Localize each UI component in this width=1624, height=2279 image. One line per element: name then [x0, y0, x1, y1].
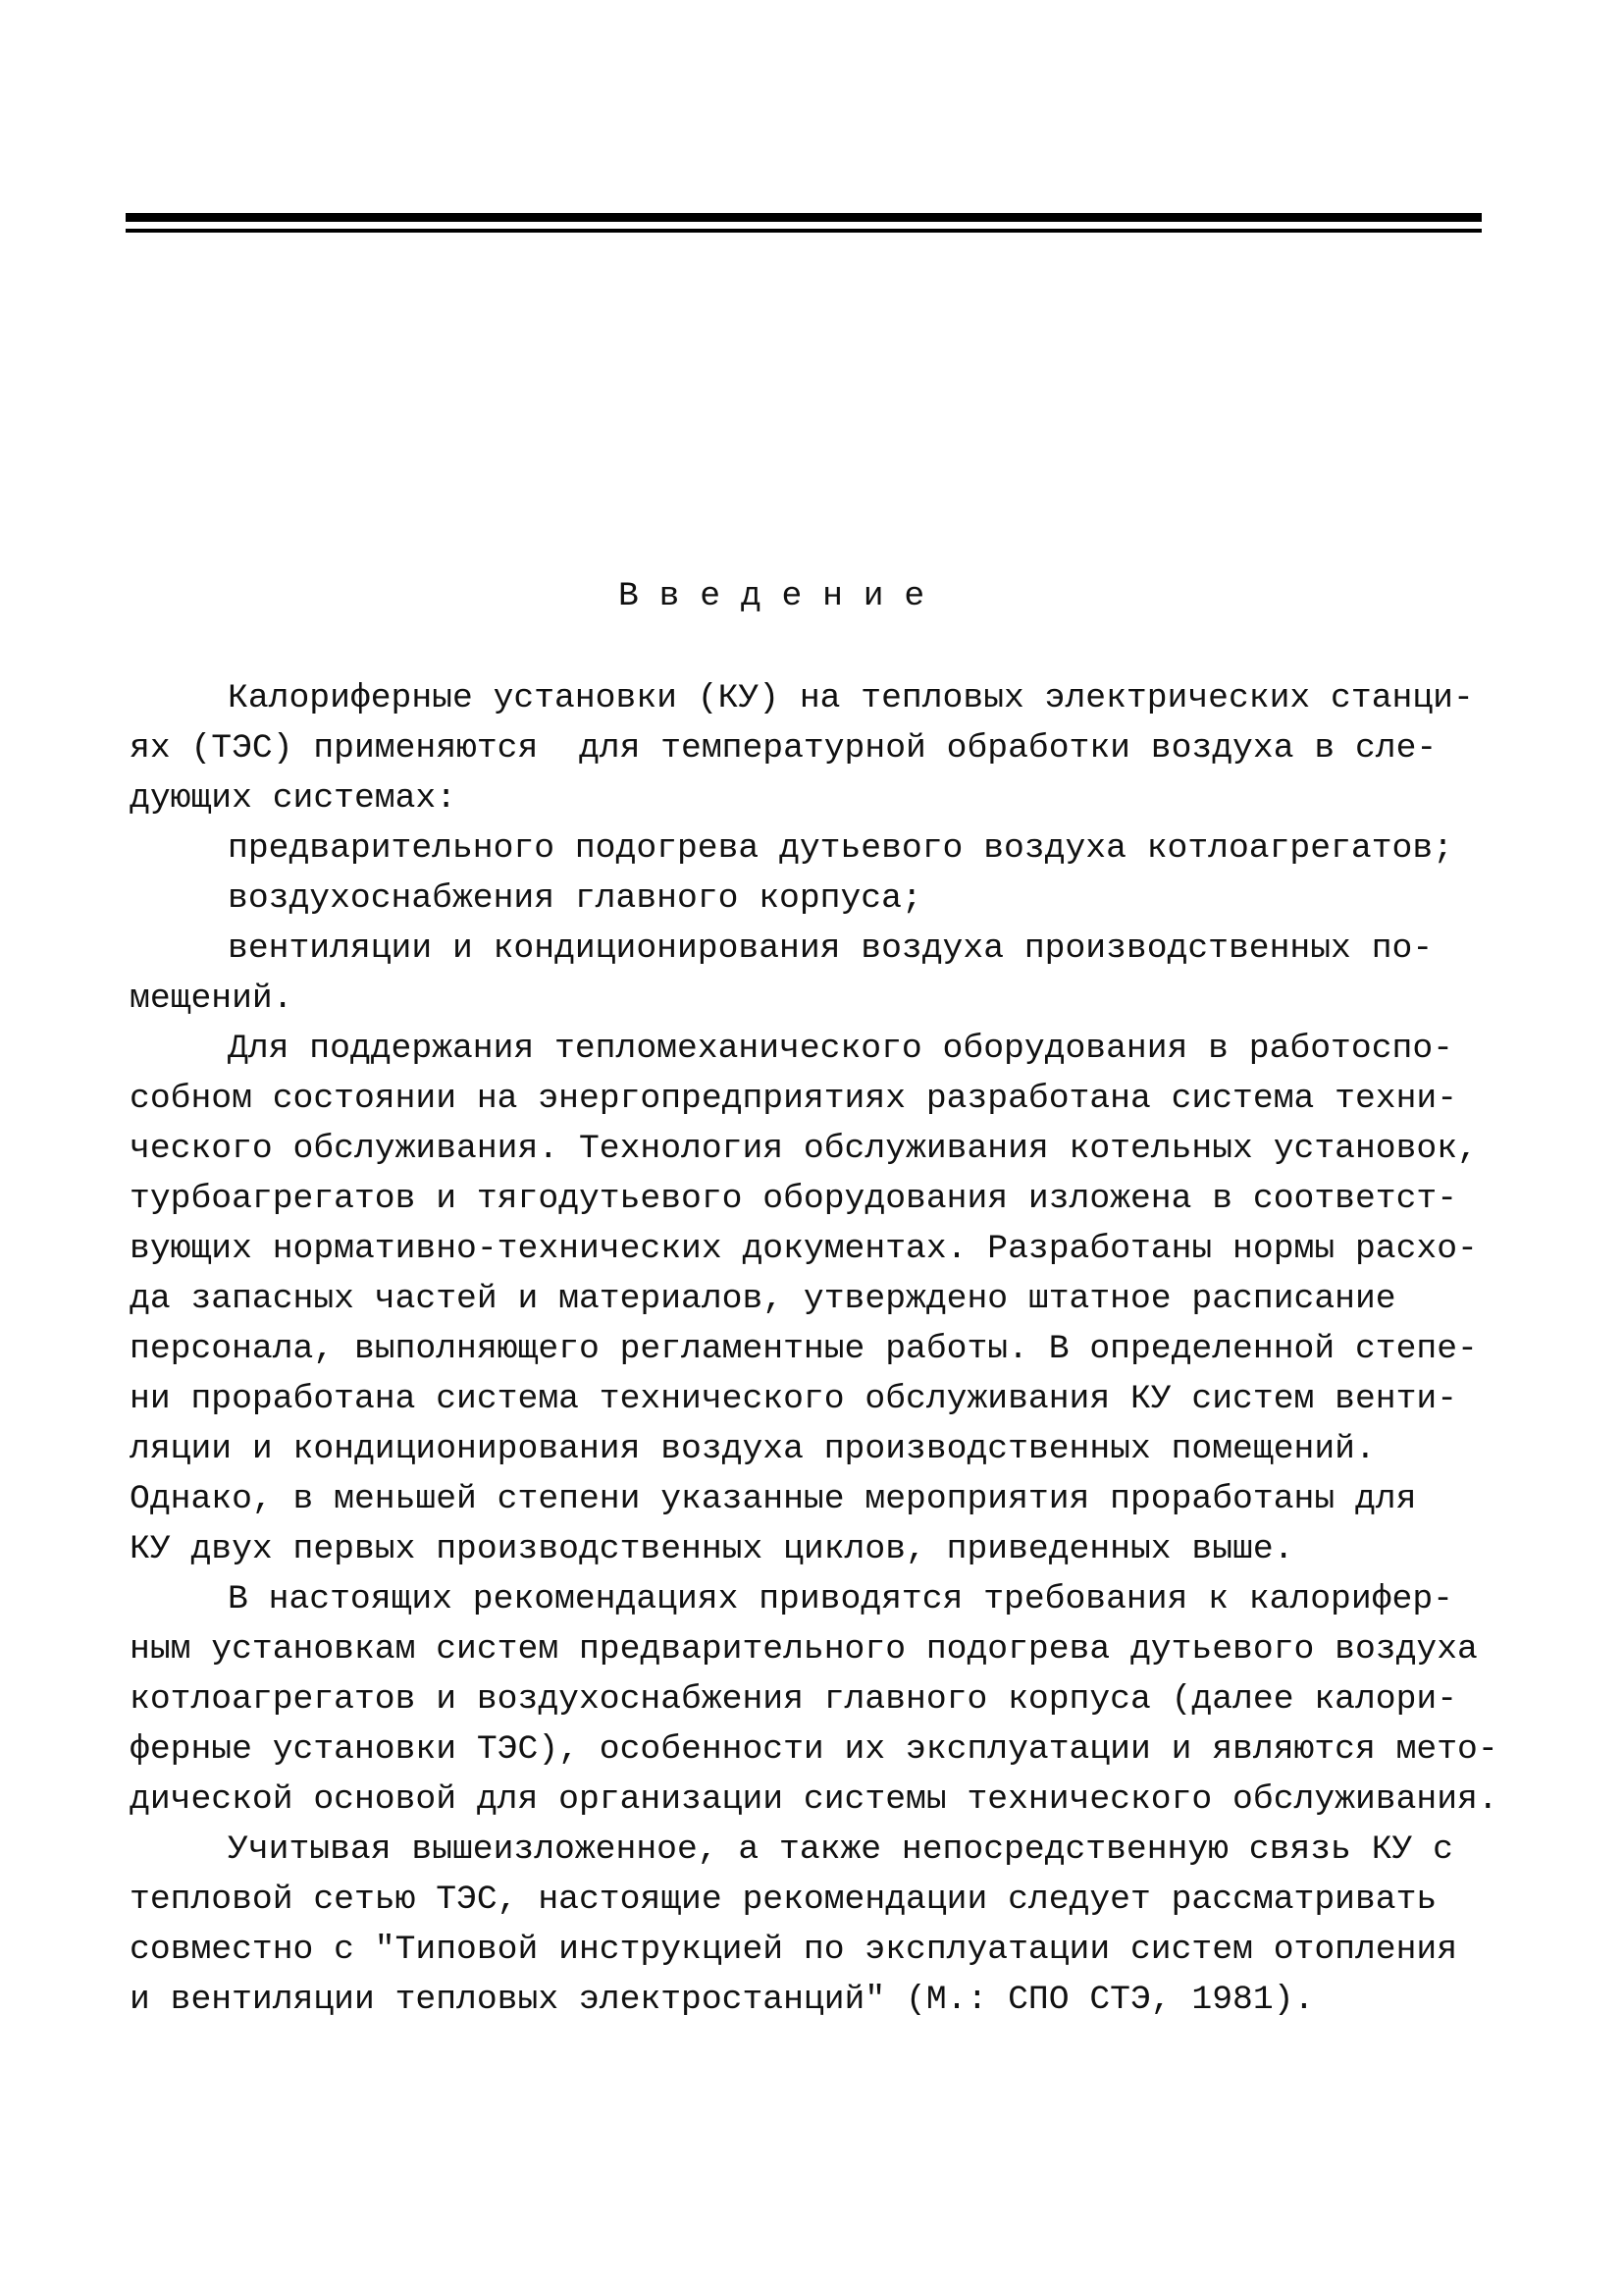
text-line: Учитывая вышеизложенное, а также непосредственную связь КУ с [228, 1830, 1453, 1869]
text-line: ным установкам систем предварительного подогрева дутьевого воздуха [130, 1630, 1478, 1669]
text-line: КУ двух первых производственных циклов, приведенных выше. [130, 1530, 1294, 1568]
text-line: вующих нормативно-технических документах. Разработаны нормы расхо- [130, 1230, 1478, 1268]
text-line: котлоагрегатов и воздухоснабжения главного корпуса (далее калори- [130, 1680, 1458, 1719]
text-line: В настоящих рекомендациях приводятся требования к калорифер- [228, 1580, 1453, 1618]
text-line: ляции и кондиционирования воздуха производственных помещений. [130, 1430, 1376, 1468]
text-line: ферные установки ТЭС), особенности их эксплуатации и являются мето- [130, 1730, 1498, 1769]
text-line: Однако, в меньшей степени указанные мероприятия проработаны для [130, 1480, 1417, 1518]
text-line: да запасных частей и материалов, утверждено штатное расписание [130, 1280, 1396, 1318]
header-rule-thin [126, 229, 1482, 233]
text-line: турбоагрегатов и тягодутьевого оборудования изложена в соответст- [130, 1180, 1458, 1218]
text-line: Калориферные установки (КУ) на тепловых электрических станци- [228, 679, 1474, 717]
text-line: мещений. [130, 980, 293, 1018]
text-line: дующих системах: [130, 779, 457, 818]
text-line: тепловой сетью ТЭС, настоящие рекомендации следует рассматривать [130, 1881, 1438, 1919]
text-line: дической основой для организации системы технического обслуживания. [130, 1780, 1498, 1819]
header-rule-thick [126, 213, 1482, 222]
text-line: предварительного подогрева дутьевого воздуха котлоагрегатов; [228, 829, 1453, 868]
text-line: собном состоянии на энергопредприятиях разработана система техни- [130, 1080, 1458, 1118]
text-line: вентиляции и кондиционирования воздуха производственных по- [228, 929, 1434, 968]
text-line: ях (ТЭС) применяются для температурной обработки воздуха в сле- [130, 729, 1438, 768]
text-line: совместно с "Типовой инструкцией по эксплуатации систем отопления [130, 1931, 1458, 1969]
body-text [130, 673, 1498, 2025]
text-line: персонала, выполняющего регламентные работы. В определенной степе- [130, 1330, 1478, 1368]
section-heading: В в е д е н и е [618, 577, 925, 615]
text-line: воздухоснабжения главного корпуса; [228, 879, 922, 918]
text-line: ни проработана система технического обслуживания КУ систем венти- [130, 1380, 1458, 1418]
text-line: ческого обслуживания. Технология обслуживания котельных установок, [130, 1130, 1478, 1168]
text-line: и вентиляции тепловых электростанций" (М.: СПО СТЭ, 1981). [130, 1981, 1315, 2019]
text-line: Для поддержания тепломеханического оборудования в работоспо- [228, 1030, 1453, 1068]
